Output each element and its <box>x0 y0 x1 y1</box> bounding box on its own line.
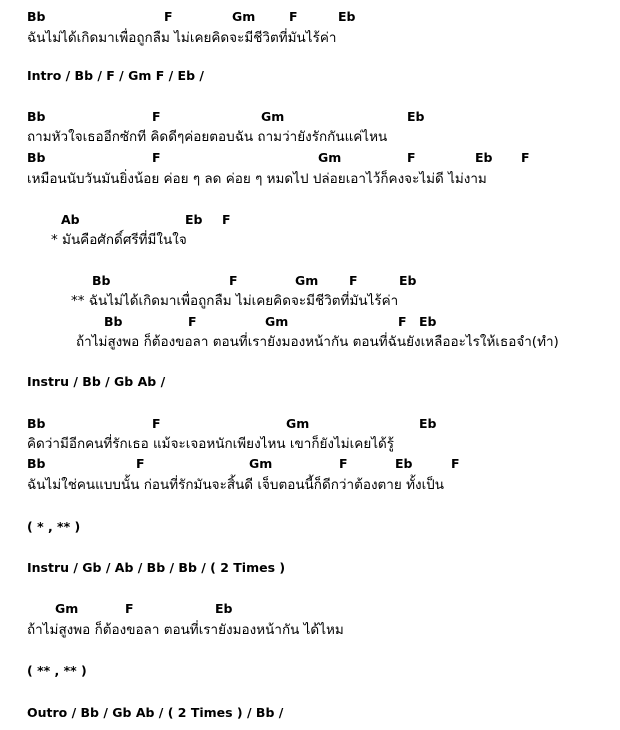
chord: Bb <box>27 109 46 124</box>
lyric-line: ** ฉันไม่ได้เกิดมาเพื่อถูกลืม ไม่เคยคิดจะมีชีวิตที่มันไร้ค่า <box>71 293 399 309</box>
chord: F <box>222 212 231 227</box>
chord: Gm <box>261 109 285 124</box>
chord: Bb <box>27 456 46 471</box>
chord: Bb <box>27 416 46 431</box>
section-instru: Instru / Bb / Gb Ab / <box>27 374 166 389</box>
chord: Eb <box>185 212 203 227</box>
chord: Bb <box>27 150 46 165</box>
chord: F <box>398 314 407 329</box>
chord: Bb <box>27 9 46 24</box>
chord: Bb <box>104 314 123 329</box>
repeat-marker: ( ** , ** ) <box>27 663 87 678</box>
chord: Gm <box>295 273 319 288</box>
repeat-marker: ( * , ** ) <box>27 519 81 534</box>
lyric-line: ฉันไม่ใช่คนแบบนั้น ก่อนที่รักมันจะสิ้นดี เจ็บตอนนี้ก็ดีกว่าต้องตาย ทั้งเป็น <box>27 477 444 493</box>
chord: F <box>125 601 134 616</box>
chord: Eb <box>407 109 425 124</box>
chord: F <box>407 150 416 165</box>
chord: F <box>164 9 173 24</box>
lyric-line: ถ้าไม่สูงพอ ก็ต้องขอลา ตอนที่เรายังมองหน้ากัน ตอนที่ฉันยังเหลืออะไรให้เธอจำ(ทำ) <box>76 334 559 350</box>
chord: F <box>136 456 145 471</box>
chord: Eb <box>399 273 417 288</box>
section-instru: Instru / Gb / Ab / Bb / Bb / ( 2 Times ) <box>27 560 286 575</box>
chord: Gm <box>286 416 310 431</box>
chord: F <box>289 9 298 24</box>
chord: Eb <box>215 601 233 616</box>
chord: Gm <box>318 150 342 165</box>
chord: Gm <box>265 314 289 329</box>
lyric-line: คิดว่ามีอีกคนที่รักเธอ แม้จะเจอหนักเพียงไหน เขาก็ยังไม่เคยได้รู้ <box>27 436 395 452</box>
chord: Eb <box>419 416 437 431</box>
chord: Gm <box>232 9 256 24</box>
chord: F <box>229 273 238 288</box>
chord: F <box>521 150 530 165</box>
chord: F <box>339 456 348 471</box>
chord: Ab <box>61 212 80 227</box>
chord: Bb <box>92 273 111 288</box>
section-intro: Intro / Bb / F / Gm F / Eb / <box>27 68 204 83</box>
chord: Eb <box>395 456 413 471</box>
chord: F <box>152 109 161 124</box>
lyric-line: ฉันไม่ได้เกิดมาเพื่อถูกลืม ไม่เคยคิดจะมีชีวิตที่มันไร้ค่า <box>27 30 337 46</box>
chord: F <box>349 273 358 288</box>
lyric-line: * มันคือศักดิ์ศรีที่มีในใจ <box>51 232 187 248</box>
chord: F <box>152 150 161 165</box>
chord: Eb <box>475 150 493 165</box>
chord: Gm <box>55 601 79 616</box>
chord: F <box>188 314 197 329</box>
lyric-line: เหมือนนับวันมันยิ่งน้อย ค่อย ๆ ลด ค่อย ๆ หมดไป ปล่อยเอาไว้ก็คงจะไม่ดี ไม่งาม <box>27 171 487 187</box>
chord: Gm <box>249 456 273 471</box>
chord: F <box>451 456 460 471</box>
section-outro: Outro / Bb / Gb Ab / ( 2 Times ) / Bb / <box>27 705 284 720</box>
lyric-line: ถ้าไม่สูงพอ ก็ต้องขอลา ตอนที่เรายังมองหน้ากัน ได้ไหม <box>27 622 344 638</box>
lyric-line: ถามหัวใจเธออีกซักที คิดดีๆค่อยตอบฉัน ถามว่ายังรักกันแค่ไหน <box>27 129 388 145</box>
chord: Eb <box>419 314 437 329</box>
chord: F <box>152 416 161 431</box>
chord: Eb <box>338 9 356 24</box>
